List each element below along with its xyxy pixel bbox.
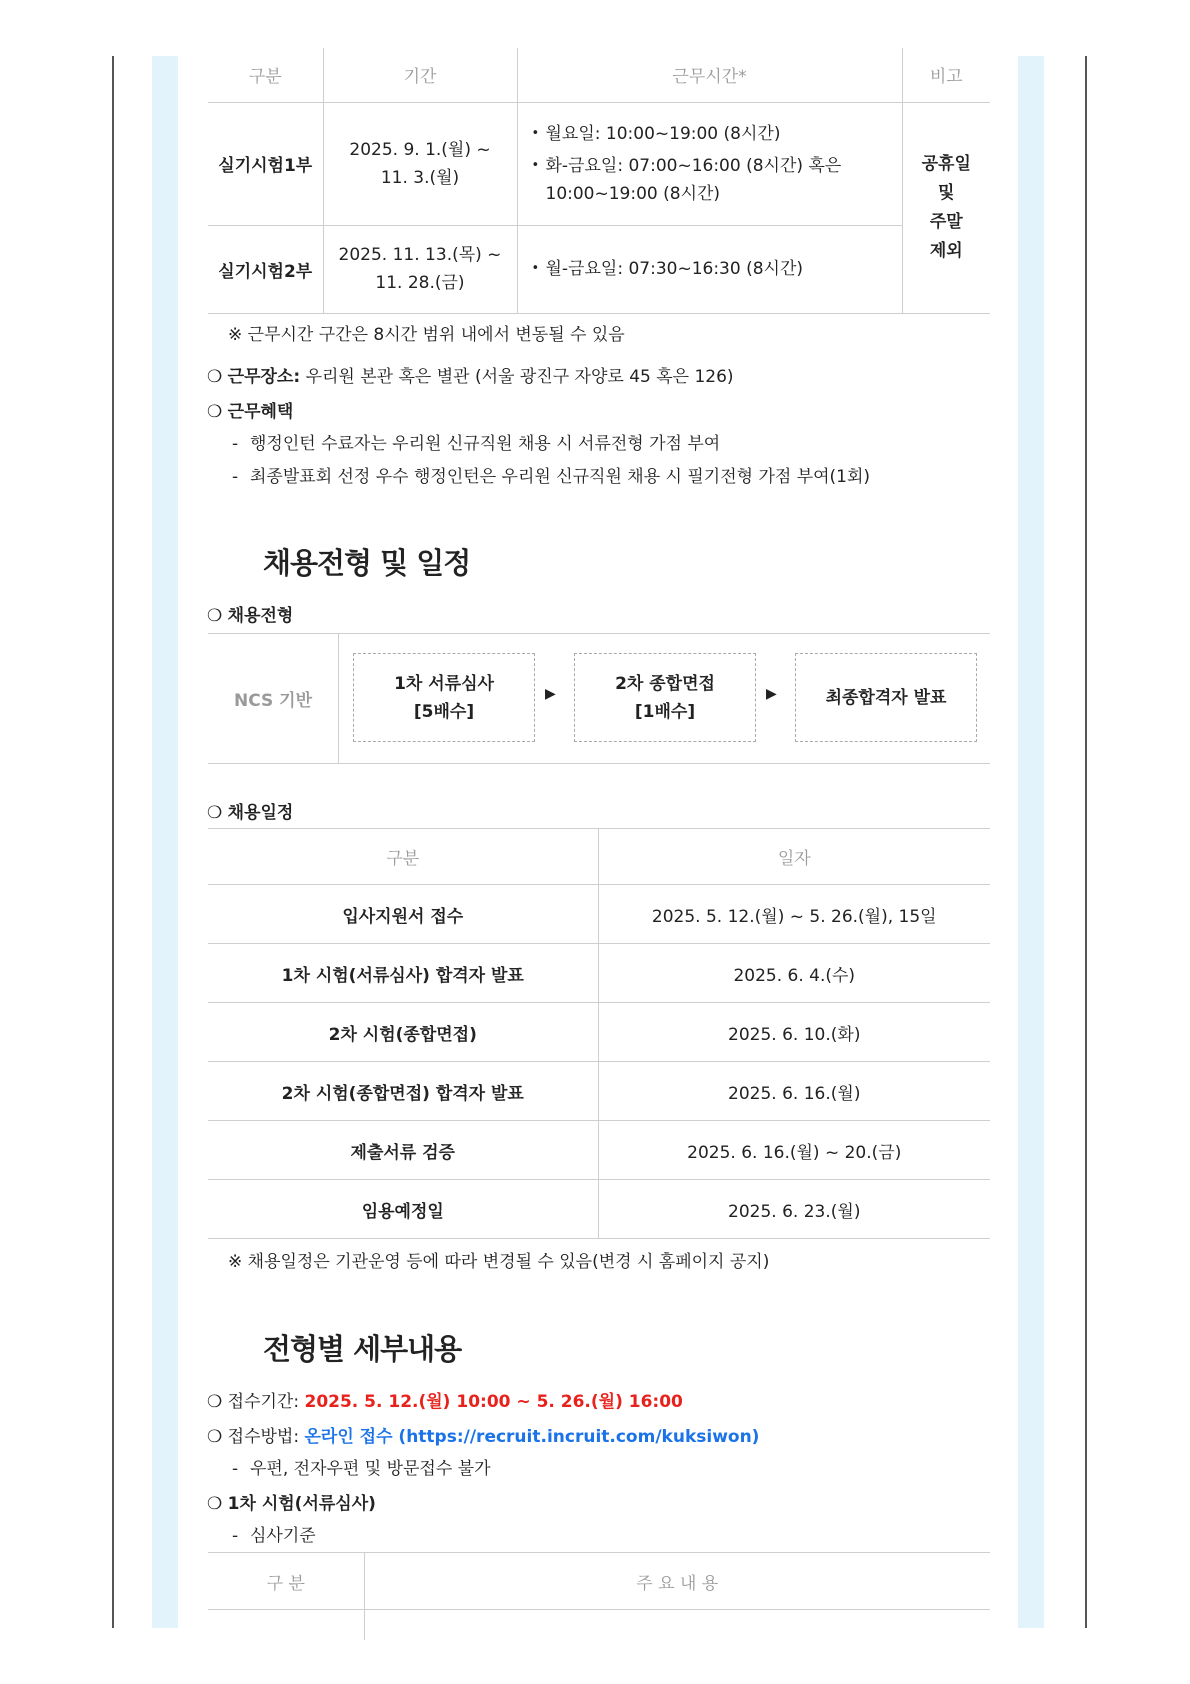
arrow-right-icon: ▶: [545, 686, 556, 702]
first-exam-heading: ❍ 1차 시험(서류심사): [207, 1494, 376, 1514]
work-hours-table: [208, 48, 990, 314]
schedule-item: 1차 시험(서류심사) 합격자 발표: [208, 944, 598, 1003]
schedule-item: 2차 시험(종합면접): [208, 1003, 598, 1062]
row-period: 2025. 9. 1.(월) ~ 11. 3.(월): [323, 102, 517, 225]
right-margin-band: [1018, 56, 1044, 1628]
criteria-item: - 심사기준: [232, 1526, 316, 1546]
work-hours-table-wrap: [208, 48, 990, 314]
col-header: 기간: [323, 48, 517, 102]
schedule-item: 제출서류 검증: [208, 1121, 598, 1180]
col-header: 비고: [902, 48, 990, 102]
criteria-table-wrap: [208, 1552, 990, 1640]
work-note: ※ 근무시간 구간은 8시간 범위 내에서 변동될 수 있음: [228, 325, 625, 345]
col-header: 근무시간*: [517, 48, 902, 102]
remark-cell: [902, 102, 990, 313]
col-header: 구분: [208, 48, 323, 102]
col-header: 구 분: [208, 1553, 364, 1610]
benefits-heading: ❍ 근무혜택: [207, 402, 294, 422]
schedule-note: ※ 채용일정은 기관운영 등에 따라 변경될 수 있음(변경 시 홈페이지 공지): [228, 1252, 770, 1272]
schedule-date: 2025. 6. 4.(수): [598, 944, 990, 1003]
apply-link[interactable]: 온라인 접수 (https://recruit.incruit.com/kuksiwon): [304, 1427, 760, 1447]
schedule-date: 2025. 6. 16.(월) ~ 20.(금): [598, 1121, 990, 1180]
col-header: 주 요 내 용: [364, 1553, 990, 1610]
period-value: 2025. 5. 12.(월) 10:00 ~ 5. 26.(월) 16:00: [304, 1392, 683, 1412]
benefit-item: - 최종발표회 선정 우수 행정인턴은 우리원 신규직원 채용 시 필기전형 가점 부여(1회): [232, 467, 871, 487]
basis-label: NCS 기반: [208, 634, 339, 763]
process-heading: ❍ 채용전형: [207, 606, 294, 626]
step-box: 2차 종합면접 [1배수]: [574, 653, 756, 742]
schedule-date: 2025. 6. 10.(화): [598, 1003, 990, 1062]
schedule-heading: ❍ 채용일정: [207, 803, 294, 823]
section-title: 채용전형 및 일정: [263, 546, 471, 580]
process-flow: [208, 633, 990, 764]
schedule-item: 2차 시험(종합면접) 합격자 발표: [208, 1062, 598, 1121]
step-box: 최종합격자 발표: [795, 653, 977, 742]
section-title: 전형별 세부내용: [263, 1332, 462, 1366]
schedule-item: 입사지원서 접수: [208, 885, 598, 944]
remark-line: 제외: [929, 240, 963, 261]
workplace-text: 우리원 본관 혹은 별관 (서울 광진구 자양로 45 혹은 126): [305, 367, 734, 387]
benefits-label: 근무혜택: [227, 402, 294, 422]
step-box: 1차 서류심사 [5배수]: [353, 653, 535, 742]
method-line: ❍ 접수방법: 온라인 접수 (https://recruit.incruit.com/kuksiwon): [207, 1427, 760, 1447]
right-border-line: [1085, 56, 1087, 1628]
schedule-table: [208, 828, 990, 1239]
schedule-date: 2025. 6. 16.(월): [598, 1062, 990, 1121]
schedule-date: 2025. 5. 12.(월) ~ 5. 26.(월), 15일: [598, 885, 990, 944]
row-name: 실기시험2부: [208, 225, 323, 313]
row-period: 2025. 11. 13.(목) ~ 11. 28.(금): [323, 225, 517, 313]
workplace-label: 근무장소:: [227, 367, 301, 387]
left-margin-band: [152, 56, 178, 1628]
hours-item: • 화-금요일: 07:00~16:00 (8시간) 혹은 10:00~19:00 (8시간): [546, 152, 894, 208]
row-name: 실기시험1부: [208, 102, 323, 225]
remark-line: 공휴일: [921, 153, 971, 174]
workplace-line: ❍ 근무장소: 우리원 본관 혹은 별관 (서울 광진구 자양로 45 혹은 126): [207, 367, 734, 387]
left-border-line: [112, 56, 114, 1628]
period-line: ❍ 접수기간: 2025. 5. 12.(월) 10:00 ~ 5. 26.(월) 16:00: [207, 1392, 683, 1412]
remark-line: 및: [938, 182, 955, 203]
schedule-date: 2025. 6. 23.(월): [598, 1180, 990, 1239]
benefit-item: - 행정인턴 수료자는 우리원 신규직원 채용 시 서류전형 가점 부여: [232, 434, 721, 454]
schedule-item: 임용예정일: [208, 1180, 598, 1239]
arrow-right-icon: ▶: [766, 686, 777, 702]
hours-item: • 월요일: 10:00~19:00 (8시간): [546, 120, 894, 148]
col-header: 일자: [598, 829, 990, 885]
method-note: - 우편, 전자우편 및 방문접수 불가: [232, 1459, 491, 1479]
schedule-table-wrap: [208, 828, 990, 1239]
criteria-table: [208, 1552, 990, 1640]
remark-line: 주말: [929, 211, 963, 232]
col-header: 구분: [208, 829, 598, 885]
hours-item: • 월-금요일: 07:30~16:30 (8시간): [546, 255, 894, 283]
